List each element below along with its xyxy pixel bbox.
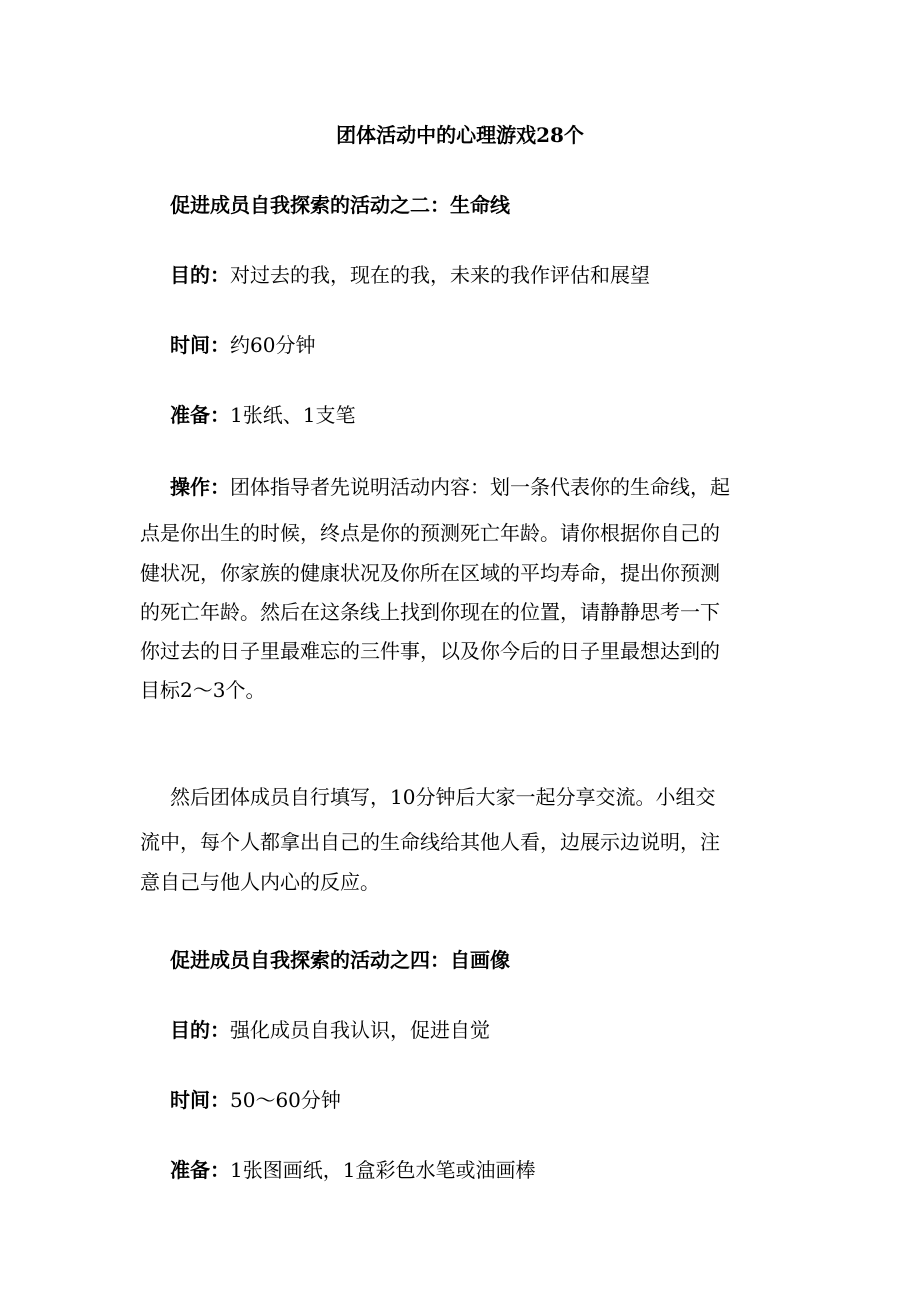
prep-line xyxy=(170,1158,535,1182)
prep-label: 准备： xyxy=(170,1158,230,1182)
purpose-text: 强化成员自我认识，促进自觉 xyxy=(230,1018,490,1042)
operation-line: 点是你出生的时候，终点是你的预测死亡年龄。请你根据你自己的 xyxy=(140,521,720,545)
prep-text: 1张图画纸，1盒彩色水笔或油画棒 xyxy=(230,1158,536,1182)
prep-line xyxy=(170,403,355,427)
operation-line: 的死亡年龄。然后在这条线上找到你现在的位置，请静静思考一下 xyxy=(140,600,720,624)
prep-label: 准备： xyxy=(170,403,230,427)
time-line xyxy=(170,333,315,357)
operation-line: 健状况，你家族的健康状况及你所在区域的平均寿命，提出你预测 xyxy=(140,561,720,585)
time-text: 约60分钟 xyxy=(230,333,316,357)
operation-label: 操作： xyxy=(170,475,230,499)
purpose-label: 目的： xyxy=(170,1018,230,1042)
section-heading: 促进成员自我探索的活动之二：生命线 xyxy=(170,193,510,217)
purpose-label: 目的： xyxy=(170,263,230,287)
time-text: 50～60分钟 xyxy=(230,1088,341,1112)
operation-line xyxy=(170,475,730,499)
operation-text: 团体指导者先说明活动内容：划一条代表你的生命线，起 xyxy=(230,475,730,499)
purpose-line xyxy=(170,1018,490,1042)
operation-line: 目标2～3个。 xyxy=(140,678,266,702)
purpose-line xyxy=(170,263,650,287)
time-label: 时间： xyxy=(170,1088,230,1112)
document-title: 团体活动中的心理游戏28个 xyxy=(336,123,584,147)
prep-text: 1张纸、1支笔 xyxy=(230,403,356,427)
paragraph-line: 意自己与他人内心的反应。 xyxy=(140,870,380,894)
purpose-text: 对过去的我，现在的我，未来的我作评估和展望 xyxy=(230,263,650,287)
time-line xyxy=(170,1088,341,1112)
section-heading: 促进成员自我探索的活动之四：自画像 xyxy=(170,948,510,972)
operation-line: 你过去的日子里最难忘的三件事，以及你今后的日子里最想达到的 xyxy=(140,639,720,663)
time-label: 时间： xyxy=(170,333,230,357)
paragraph-line: 流中，每个人都拿出自己的生命线给其他人看，边展示边说明，注 xyxy=(140,830,720,854)
paragraph-line: 然后团体成员自行填写，10分钟后大家一起分享交流。小组交 xyxy=(170,785,716,809)
